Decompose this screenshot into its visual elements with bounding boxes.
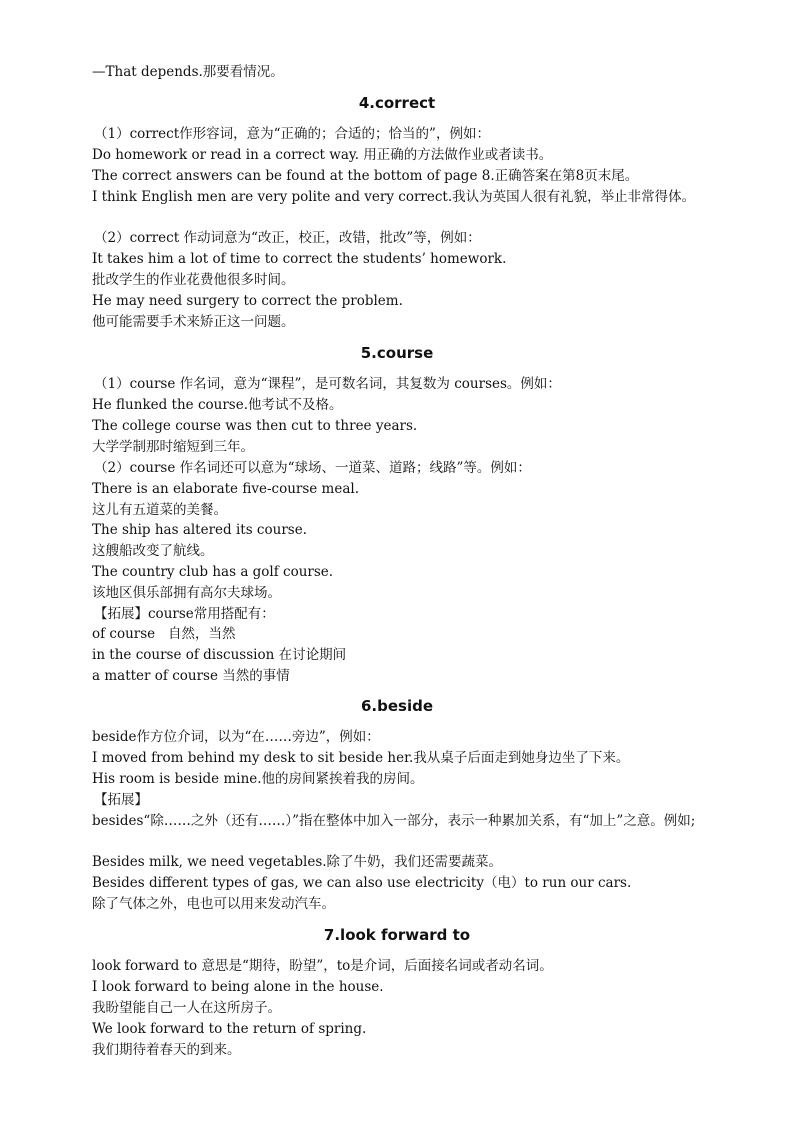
text-line: 他可能需要手术来矫正这一问题。	[92, 314, 295, 330]
section-heading-correct: 4.correct	[358, 94, 436, 112]
text-line: 这儿有五道菜的美餐。	[92, 502, 227, 518]
text-line: 【拓展】course常用搭配有：	[94, 606, 275, 622]
text-line: Besides milk, we need vegetables.除了牛奶，我们还需要蔬菜。	[92, 854, 503, 870]
text-line: 【拓展】	[94, 792, 148, 808]
text-line: I look forward to being alone in the house.	[92, 979, 384, 995]
text-line: look forward to 意思是“期待，盼望”，to是介词，后面接名词或者动名词。	[92, 958, 553, 974]
text-line: （1）course 作名词，意为“课程”，是可数名词，其复数为 courses。例如：	[94, 376, 561, 392]
section-heading-look-forward-to: 7.look forward to	[323, 926, 471, 944]
section-heading-course: 5.course	[360, 344, 434, 362]
text-line: 我们期待着春天的到来。	[92, 1042, 241, 1058]
text-line: His room is beside mine.他的房间紧挨着我的房间。	[92, 771, 424, 787]
text-line: Do homework or read in a correct way. 用正确的方法做作业或者读书。	[92, 147, 553, 163]
text-line: 批改学生的作业花费他很多时间。	[92, 272, 295, 288]
text-line: The ship has altered its course.	[92, 522, 307, 538]
intro-line: —That depends.那要看情况。	[92, 64, 284, 80]
text-line: The country club has a golf course.	[92, 564, 334, 580]
text-line: There is an elaborate five-course meal.	[92, 481, 360, 497]
text-line: 该地区俱乐部拥有高尔夫球场。	[92, 585, 281, 601]
text-line: We look forward to the return of spring.	[92, 1021, 367, 1037]
text-line: in the course of discussion 在讨论期间	[92, 647, 347, 663]
text-line-wrapped: I think English men are very polite and very correct.我认为英国人很有礼貌，举止非常得体。	[92, 189, 696, 205]
text-line: 除了气体之外，电也可以用来发动汽车。	[92, 896, 335, 912]
text-line: a matter of course 当然的事情	[92, 668, 290, 684]
text-line: （2）correct 作动词意为“改正，校正，改错，批改”等，例如：	[94, 230, 481, 246]
text-line-wrapped: besides“除……之外（还有……）”指在整体中加入一部分，表示一种累加关系，有“加上”之意。例如;	[92, 813, 696, 829]
text-line: He may need surgery to correct the problem.	[92, 293, 403, 309]
text-line: beside作方位介词，以为“在……旁边”，例如：	[92, 729, 380, 745]
text-line: 我盼望能自己一人在这所房子。	[92, 1000, 281, 1016]
text-line: （2）course 作名词还可以意为“球场、一道菜、道路；线路”等。例如：	[94, 460, 531, 476]
text-line: He flunked the course.他考试不及格。	[92, 397, 343, 413]
text-line: The college course was then cut to three years.	[92, 418, 418, 434]
text-line: 这艘船改变了航线。	[92, 543, 214, 559]
text-line: of course 自然，当然	[92, 626, 236, 642]
text-line: Besides different types of gas, we can also use electricity（电）to run our cars.	[92, 875, 632, 891]
text-line: 大学学制那时缩短到三年。	[92, 439, 254, 455]
text-line: （1）correct作形容词，意为“正确的；合适的；恰当的”，例如：	[94, 126, 490, 142]
text-line: I moved from behind my desk to sit beside her.我从桌子后面走到她身边坐了下来。	[92, 750, 630, 766]
text-line: It takes him a lot of time to correct the students’ homework.	[92, 251, 507, 267]
text-line: The correct answers can be found at the bottom of page 8.正确答案在第8页末尾。	[92, 168, 639, 184]
section-heading-beside: 6.beside	[360, 697, 434, 715]
